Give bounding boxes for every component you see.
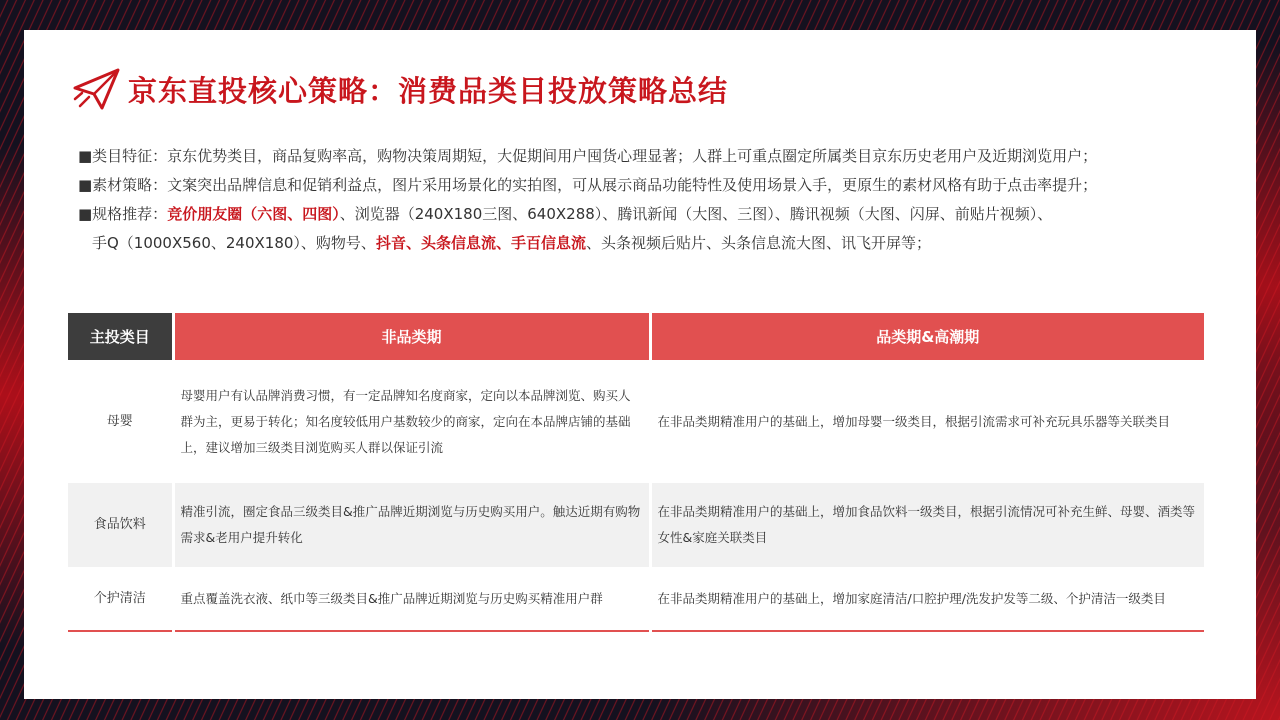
paper-plane-icon	[72, 66, 122, 112]
non-peak-cell: 重点覆盖洗衣液、纸巾等三级类目&推广品牌近期浏览与历史购买精准用户群	[173, 567, 650, 631]
strategy-table	[68, 313, 1204, 632]
spec-line2-b: 、头条视频后贴片、头条信息流大图、讯飞开屏等；	[585, 234, 931, 252]
bullet-list	[78, 142, 1218, 258]
spec-highlight-1: 竞价朋友圈（六图、四图）	[167, 205, 340, 223]
peak-cell: 在非品类期精准用户的基础上，增加食品饮料一级类目，根据引流情况可补充生鲜、母婴、酒类等女性&家庭关联类目	[650, 483, 1204, 567]
spec-rest-1: 、浏览器（240X180三图、640X288）、腾讯新闻（大图、三图）、腾讯视频（大图、闪屏、前贴片视频）、	[339, 205, 1053, 223]
table-header-row	[68, 313, 1204, 360]
category-cell: 个护清洁	[68, 567, 173, 631]
category-cell: 母婴	[106, 413, 133, 429]
header-peak: 品类期&高潮期	[650, 313, 1204, 360]
bullet-category-features: ■类目特征：京东优势类目，商品复购率高，购物决策周期短，大促期间用户囤货心理显著；人群上可重点圈定所属类目京东历史老用户及近期浏览用户；	[78, 147, 1098, 165]
table-row	[68, 483, 1204, 567]
table-row	[68, 567, 1204, 631]
peak-cell: 在非品类期精准用户的基础上，增加母婴一级类目，根据引流需求可补充玩具乐器等关联类目	[650, 360, 1204, 483]
header-main-category: 主投类目	[68, 313, 173, 360]
bullet-spec-recommendation-cont	[78, 229, 1218, 258]
non-peak-cell: 母婴用户有认品牌消费习惯，有一定品牌知名度商家，定向以本品牌浏览、购买人群为主，更易于转化；知名度较低用户基数较少的商家，定向在本品牌店铺的基础上，建议增加三级类目浏览购买人群以保证引流	[173, 360, 650, 483]
slide-card	[24, 30, 1256, 699]
spec-line2-a: 手Q（1000X560、240X180）、购物号、	[92, 234, 376, 252]
spec-highlight-2: 抖音、头条信息流、手百信息流	[375, 234, 586, 252]
spec-prefix: ■规格推荐：	[78, 205, 168, 223]
bullet-spec-recommendation	[78, 200, 1218, 229]
header-non-peak: 非品类期	[173, 313, 650, 360]
table-row	[68, 360, 1204, 483]
category-cell: 食品饮料	[68, 483, 173, 567]
non-peak-cell: 精准引流，圈定食品三级类目&推广品牌近期浏览与历史购买用户。触达近期有购物需求&老用户提升转化	[173, 483, 650, 567]
page-title: 京东直投核心策略：消费品类目投放策略总结	[128, 73, 729, 108]
title-row	[72, 66, 728, 112]
bullet-material-strategy: ■素材策略：文案突出品牌信息和促销利益点，图片采用场景化的实拍图，可从展示商品功能特性及使用场景入手，更原生的素材风格有助于点击率提升；	[78, 176, 1098, 194]
peak-cell: 在非品类期精准用户的基础上，增加家庭清洁/口腔护理/洗发护发等二级、个护清洁一级类目	[650, 567, 1204, 631]
